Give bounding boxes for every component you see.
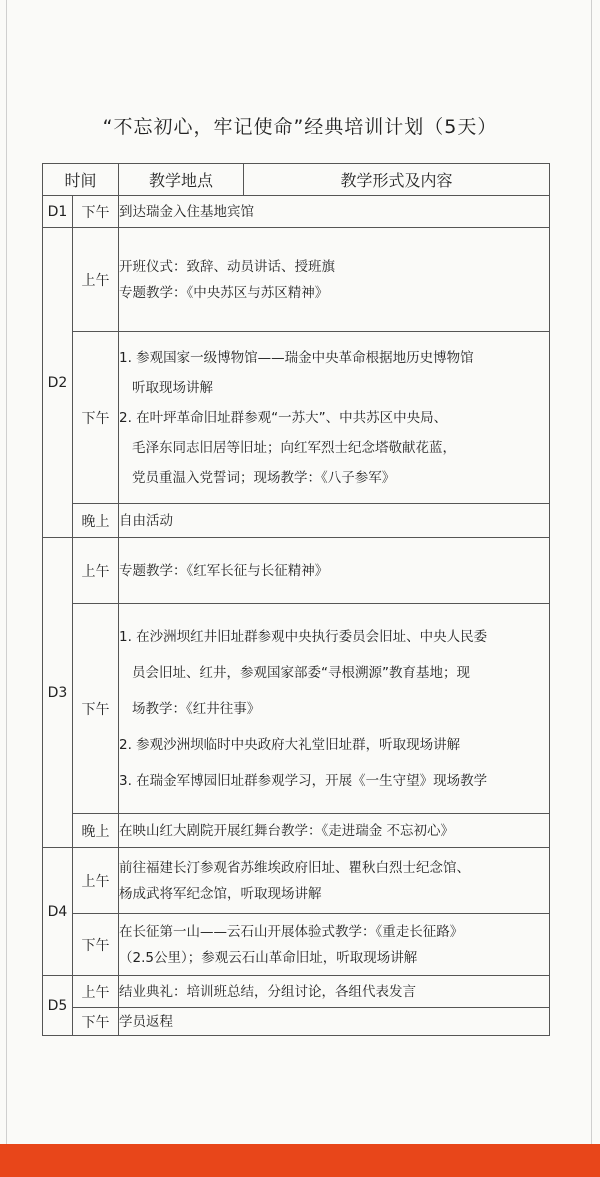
period-d3-pm: 下午	[73, 604, 119, 814]
period-d2-pm: 下午	[73, 332, 119, 504]
content-d3-am: 专题教学：《红军长征与长征精神》	[119, 538, 550, 604]
period-d4-pm: 下午	[73, 914, 119, 976]
content-d2-am	[119, 228, 550, 332]
content-d5-am: 结业典礼：培训班总结，分组讨论，各组代表发言	[119, 976, 550, 1008]
content-line: 2. 参观沙洲坝临时中央政府大礼堂旧址群，听取现场讲解	[119, 736, 461, 753]
header-row	[43, 164, 550, 196]
content-d5-pm: 学员返程	[119, 1008, 550, 1036]
table-row	[43, 196, 550, 228]
table-row	[43, 332, 550, 504]
content-line: 在长征第一山——云石山开展体验式教学：《重走长征路》	[119, 923, 464, 940]
content-line: 毛泽东同志旧居等旧址；向红军烈士纪念塔敬献花蓝，	[132, 439, 457, 456]
period-d3-eve: 晚上	[73, 814, 119, 848]
footer-bar	[0, 1144, 600, 1177]
table-row	[43, 604, 550, 814]
content-line: 党员重温入党誓词；现场教学：《八子参军》	[132, 469, 396, 486]
content-line: 专题教学：《中央苏区与苏区精神》	[119, 284, 329, 301]
content-line: 场教学：《红井往事》	[132, 700, 261, 717]
period-d3-am: 上午	[73, 538, 119, 604]
table-row	[43, 848, 550, 914]
period-d2-eve: 晚上	[73, 504, 119, 538]
content-d2-eve: 自由活动	[119, 504, 550, 538]
table-row	[43, 504, 550, 538]
table-row	[43, 976, 550, 1008]
content-line: 前往福建长汀参观省苏维埃政府旧址、瞿秋白烈士纪念馆、	[119, 859, 471, 876]
content-line: 杨成武将军纪念馆，听取现场讲解	[119, 885, 322, 902]
content-line: 听取现场讲解	[132, 379, 214, 396]
content-d3-pm	[119, 604, 550, 814]
content-line: 3. 在瑞金军博园旧址群参观学习，开展《一生守望》现场教学	[119, 772, 488, 789]
day-label-d2: D2	[43, 228, 73, 538]
table-row	[43, 914, 550, 976]
table-row	[43, 538, 550, 604]
content-d4-pm	[119, 914, 550, 976]
content-line: 1. 参观国家一级博物馆——瑞金中央革命根据地历史博物馆	[119, 349, 474, 366]
schedule-table	[42, 163, 550, 1036]
content-line: 开班仪式：致辞、动员讲话、授班旗	[119, 258, 336, 275]
period-d1-pm: 下午	[73, 196, 119, 228]
period-d5-am: 上午	[73, 976, 119, 1008]
table-row	[43, 814, 550, 848]
period-d4-am: 上午	[73, 848, 119, 914]
content-d3-eve: 在映山红大剧院开展红舞台教学：《走进瑞金 不忘初心》	[119, 814, 550, 848]
page-title: “不忘初心，牢记使命”经典培训计划（5天）	[102, 116, 498, 138]
content-d4-am	[119, 848, 550, 914]
content-d2-pm	[119, 332, 550, 504]
content-line: 1. 在沙洲坝红井旧址群参观中央执行委员会旧址、中央人民委	[119, 628, 488, 645]
day-label-d3: D3	[43, 538, 73, 848]
content-line: 员会旧址、红井，参观国家部委“寻根溯源”教育基地；现	[132, 664, 471, 681]
period-d2-am: 上午	[73, 228, 119, 332]
content-line: （2.5公里）；参观云石山革命旧址，听取现场讲解	[119, 949, 418, 966]
period-d5-pm: 下午	[73, 1008, 119, 1036]
day-label-d1: D1	[43, 196, 73, 228]
header-time: 时间	[43, 164, 119, 196]
content-d1-pm: 到达瑞金入住基地宾馆	[119, 196, 550, 228]
day-label-d5: D5	[43, 976, 73, 1036]
header-content: 教学形式及内容	[244, 164, 550, 196]
table-row	[43, 1008, 550, 1036]
header-place: 教学地点	[119, 164, 244, 196]
day-label-d4: D4	[43, 848, 73, 976]
table-row	[43, 228, 550, 332]
content-line: 2. 在叶坪革命旧址群参观“一苏大”、中共苏区中央局、	[119, 409, 448, 426]
